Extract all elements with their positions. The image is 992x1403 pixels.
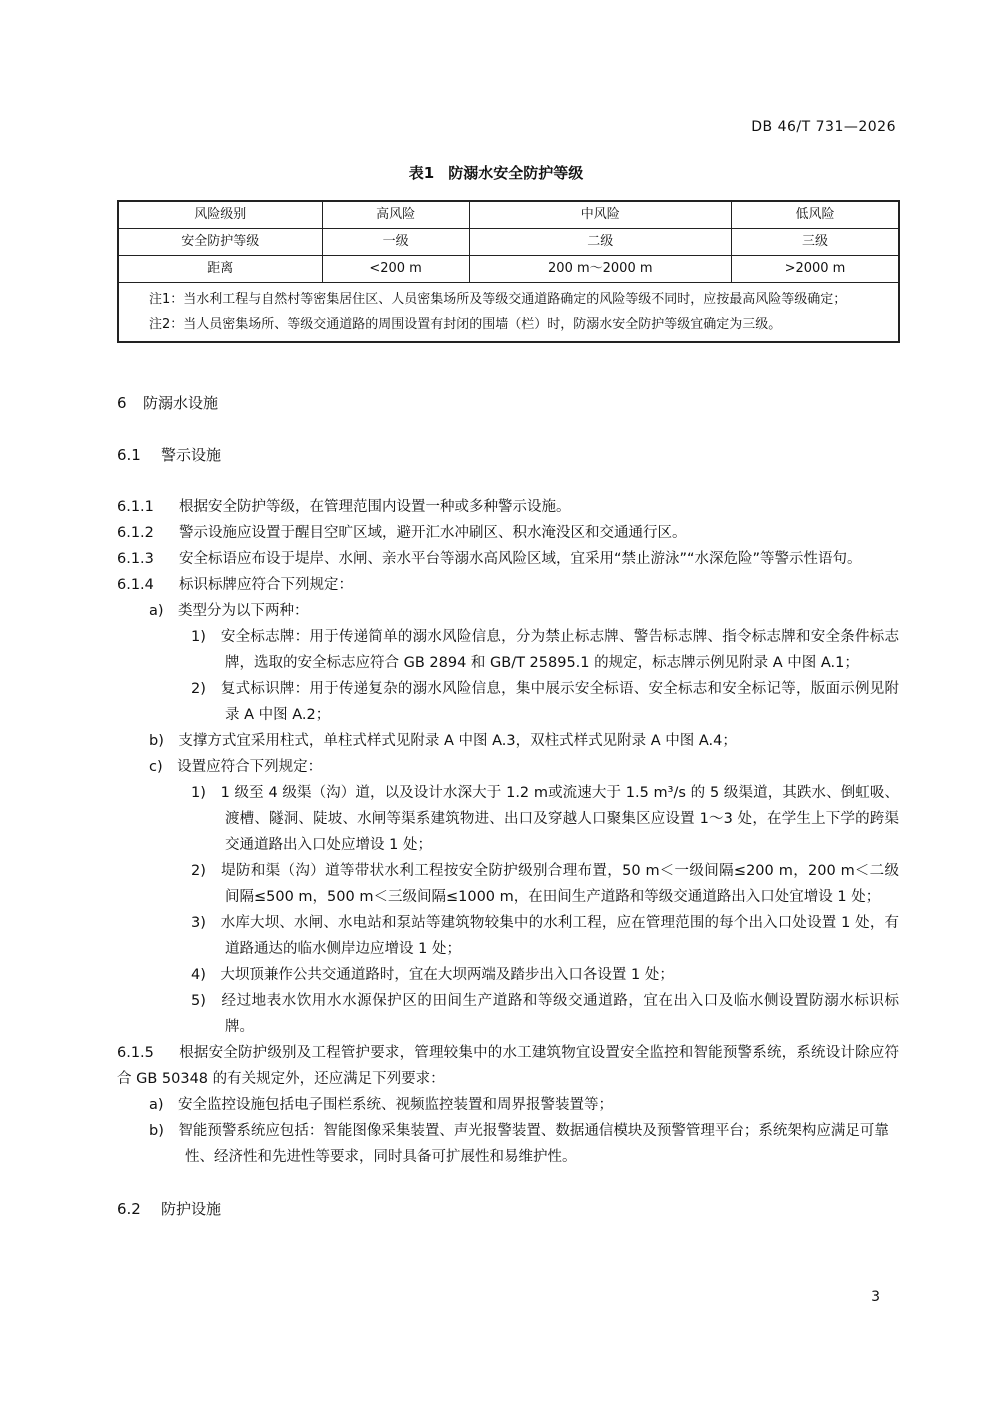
table-caption (0, 162, 992, 183)
list-label: 3) (191, 915, 206, 931)
standard-number: DB 46/T 731—2026 (751, 119, 896, 135)
list-text: 设置应符合下列规定： (177, 759, 323, 775)
list-text: 1 级至 4 级渠（沟）道，以及设计水深大于 1.2 m或流速大于 1.5 m³/s 的 5 级渠道，其跌水、倒虹吸、渡槽、隧洞、陡坡、水闸等渠系建筑物进、出口及穿越人口聚集区应设置 1～3 处，在学生上下学的跨渠交通道路出入口处应增设 1 处； (220, 785, 899, 853)
table-notes (118, 283, 899, 343)
list-item (117, 910, 899, 962)
page-number: 3 (871, 1289, 880, 1305)
table-caption-title: 防溺水安全防护等级 (448, 164, 584, 182)
table-cell: 高风险 (322, 201, 469, 229)
list-label: 2) (191, 681, 206, 697)
clause-6-1-3 (117, 546, 899, 572)
list-item (117, 962, 899, 988)
section-number: 6.2 (117, 1200, 141, 1218)
list-label: 5) (191, 993, 206, 1009)
list-label: 1) (191, 785, 206, 801)
clause-6-1-5 (117, 1040, 899, 1092)
list-item (117, 988, 899, 1040)
table-note-2: 注2：当人员密集场所、等级交通道路的周围设置有封闭的围墙（栏）时，防溺水安全防护等级宜确定为三级。 (149, 317, 782, 332)
clause-text: 根据安全防护等级，在管理范围内设置一种或多种警示设施。 (179, 499, 571, 515)
list-item (117, 1118, 899, 1170)
table-cell: 二级 (469, 229, 731, 256)
document-body (117, 390, 899, 1222)
list-item (117, 780, 899, 858)
list-label: 4) (191, 967, 206, 983)
table-cell: 三级 (731, 229, 899, 256)
clause-text: 标识标牌应符合下列规定： (179, 577, 353, 593)
table-cell: 一级 (322, 229, 469, 256)
section-6-2-heading (117, 1196, 899, 1222)
table-cell: 安全防护等级 (118, 229, 322, 256)
list-item (117, 728, 899, 754)
list-text: 大坝顶兼作公共交通道路时，宜在大坝两端及踏步出入口各设置 1 处； (220, 967, 674, 983)
section-6-1-heading (117, 442, 899, 468)
list-item (117, 858, 899, 910)
list-text: 安全监控设施包括电子围栏系统、视频监控装置和周界报警装置等； (178, 1097, 614, 1113)
list-item (117, 754, 899, 780)
clause-6-1-4 (117, 572, 899, 598)
list-text: 安全标志牌：用于传递简单的溺水风险信息，分为禁止标志牌、警告标志牌、指令标志牌和安全条件标志牌，选取的安全标志应符合 GB 2894 和 GB/T 25895.1 的规定，标志牌示例见附录 A 中图 A.1； (220, 629, 900, 671)
list-item (117, 676, 899, 728)
clause-6-1-2 (117, 520, 899, 546)
clause-text: 安全标语应布设于堤岸、水闸、亲水平台等溺水高风险区域，宜采用“禁止游泳”“水深危险”等警示性语句。 (179, 551, 862, 567)
list-label: 1) (191, 629, 206, 645)
list-text: 支撑方式宜采用柱式，单柱式样式见附录 A 中图 A.3，双柱式样式见附录 A 中图 A.4； (178, 733, 737, 749)
section-number: 6.1 (117, 446, 141, 464)
protection-grade-table (117, 200, 900, 343)
clause-text: 根据安全防护级别及工程管护要求，管理较集中的水工建筑物宜设置安全监控和智能预警系统，系统设计除应符合 GB 50348 的有关规定外，还应满足下列要求： (117, 1045, 899, 1087)
clause-number: 6.1.4 (117, 577, 154, 593)
list-text: 堤防和渠（沟）道等带状水利工程按安全防护级别合理布置，50 m＜一级间隔≤200 m，200 m＜二级间隔≤500 m，500 m＜三级间隔≤1000 m，在田间生产道路和等级交通道路出入口处宜增设 1 处； (221, 863, 900, 905)
section-title: 防溺水设施 (143, 394, 219, 412)
table-cell: <200 m (322, 256, 469, 283)
list-label: 2) (191, 863, 206, 879)
table-cell: 低风险 (731, 201, 899, 229)
section-title: 防护设施 (161, 1200, 222, 1218)
table-note-1: 注1：当水利工程与自然村等密集居住区、人员密集场所及等级交通道路确定的风险等级不同时，应按最高风险等级确定； (149, 292, 847, 307)
clause-number: 6.1.5 (117, 1045, 154, 1061)
table-cell: 中风险 (469, 201, 731, 229)
table-caption-label: 表1 (408, 164, 435, 182)
table-row (118, 256, 899, 283)
clause-number: 6.1.2 (117, 525, 154, 541)
clause-number: 6.1.1 (117, 499, 154, 515)
section-title: 警示设施 (161, 446, 222, 464)
list-label: c) (149, 759, 163, 775)
list-item (117, 1092, 899, 1118)
table-notes-row (118, 283, 899, 343)
clause-number: 6.1.3 (117, 551, 154, 567)
list-label: a) (149, 603, 164, 619)
list-label: b) (149, 1123, 164, 1139)
table-cell: 200 m～2000 m (469, 256, 731, 283)
clause-6-1-1 (117, 494, 899, 520)
table-cell: >2000 m (731, 256, 899, 283)
table-cell: 距离 (118, 256, 322, 283)
table-cell: 风险级别 (118, 201, 322, 229)
list-label: a) (149, 1097, 164, 1113)
clause-text: 警示设施应设置于醒目空旷区域，避开汇水冲刷区、积水淹没区和交通通行区。 (179, 525, 687, 541)
list-text: 类型分为以下两种： (178, 603, 309, 619)
table-row (118, 201, 899, 229)
list-label: b) (149, 733, 164, 749)
list-text: 智能预警系统应包括：智能图像采集装置、声光报警装置、数据通信模块及预警管理平台；系统架构应满足可靠性、经济性和先进性等要求，同时具备可扩展性和易维护性。 (178, 1123, 889, 1165)
list-item (117, 598, 899, 624)
list-text: 复式标识牌：用于传递复杂的溺水风险信息，集中展示安全标语、安全标志和安全标记等，版面示例见附录 A 中图 A.2； (220, 681, 900, 723)
list-text: 经过地表水饮用水水源保护区的田间生产道路和等级交通道路，宜在出入口及临水侧设置防溺水标识标牌。 (221, 993, 900, 1035)
list-item (117, 624, 899, 676)
table-row (118, 229, 899, 256)
section-number: 6 (117, 394, 127, 412)
section-6-heading (117, 390, 899, 416)
list-text: 水库大坝、水闸、水电站和泵站等建筑物较集中的水利工程，应在管理范围的每个出入口处设置 1 处，有道路通达的临水侧岸边应增设 1 处； (220, 915, 899, 957)
